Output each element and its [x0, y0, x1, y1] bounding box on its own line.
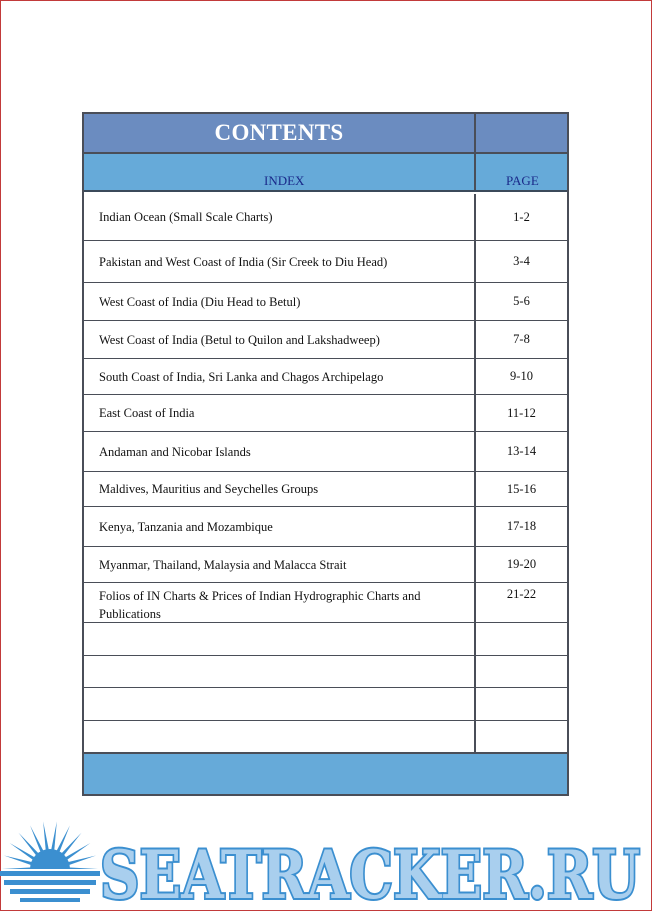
- entry-title[interactable]: Maldives, Mauritius and Seychelles Groups: [84, 472, 476, 506]
- sun-icon: [0, 821, 100, 911]
- entry-page: 9-10: [510, 369, 533, 383]
- entry-title[interactable]: East Coast of India: [84, 395, 476, 431]
- empty-cell: [84, 623, 476, 655]
- empty-cell: [84, 656, 476, 687]
- entry-page: 7-8: [513, 332, 530, 346]
- empty-row: [84, 623, 567, 656]
- toc-row[interactable]: [84, 432, 567, 472]
- empty-cell: [476, 688, 567, 720]
- contents-table: [82, 112, 569, 796]
- toc-row[interactable]: [84, 194, 567, 241]
- empty-cell: [476, 656, 567, 687]
- footer-band: [84, 752, 567, 794]
- empty-row: [84, 688, 567, 721]
- entry-title[interactable]: South Coast of India, Sri Lanka and Chagos Archipelago: [84, 359, 476, 394]
- toc-row[interactable]: [84, 547, 567, 583]
- entry-title[interactable]: West Coast of India (Betul to Quilon and Lakshadweep): [84, 321, 476, 358]
- seatracker-watermark: [0, 812, 652, 911]
- toc-row[interactable]: [84, 472, 567, 507]
- entry-title[interactable]: West Coast of India (Diu Head to Betul): [84, 283, 476, 320]
- entry-title[interactable]: Folios of IN Charts & Prices of Indian Hydrographic Charts and Publications: [84, 583, 476, 622]
- empty-cell: [84, 721, 476, 752]
- watermark-text: SEATRACKER.RU: [100, 836, 640, 911]
- title-row: [84, 114, 567, 154]
- entry-page: 15-16: [506, 481, 537, 496]
- entry-page: 1-2: [513, 209, 530, 224]
- entry-title[interactable]: Andaman and Nicobar Islands: [84, 432, 476, 471]
- empty-row: [84, 721, 567, 752]
- empty-row: [84, 656, 567, 688]
- title-right-cell: [476, 114, 567, 152]
- entry-title[interactable]: Indian Ocean (Small Scale Charts): [84, 194, 476, 240]
- entry-page: 3-4: [513, 254, 530, 268]
- toc-row[interactable]: [84, 283, 567, 321]
- toc-row[interactable]: [84, 395, 567, 432]
- toc-row[interactable]: [84, 507, 567, 547]
- empty-cell: [84, 688, 476, 720]
- index-header-cell: [84, 154, 476, 190]
- entry-title[interactable]: Pakistan and West Coast of India (Sir Creek to Diu Head): [84, 241, 476, 282]
- entry-page: 17-18: [506, 519, 537, 533]
- page-title: CONTENTS: [214, 120, 344, 145]
- empty-cell: [476, 623, 567, 655]
- entry-page: 11-12: [507, 405, 536, 420]
- entry-page: 13-14: [506, 444, 537, 458]
- toc-row[interactable]: [84, 583, 567, 623]
- page-header: PAGE: [506, 173, 539, 188]
- entry-title[interactable]: Kenya, Tanzania and Mozambique: [84, 507, 476, 546]
- toc-row[interactable]: [84, 321, 567, 359]
- index-header: INDEX: [264, 173, 305, 188]
- entry-page: 19-20: [506, 557, 537, 571]
- entry-page: 21-22: [506, 587, 537, 601]
- empty-cell: [476, 721, 567, 752]
- entry-page: 5-6: [513, 294, 530, 308]
- page-header-cell: [476, 154, 567, 190]
- toc-row[interactable]: [84, 241, 567, 283]
- toc-row[interactable]: [84, 359, 567, 395]
- entry-title[interactable]: Myanmar, Thailand, Malaysia and Malacca Strait: [84, 547, 476, 582]
- title-cell: [84, 114, 476, 152]
- column-header-row: [84, 154, 567, 192]
